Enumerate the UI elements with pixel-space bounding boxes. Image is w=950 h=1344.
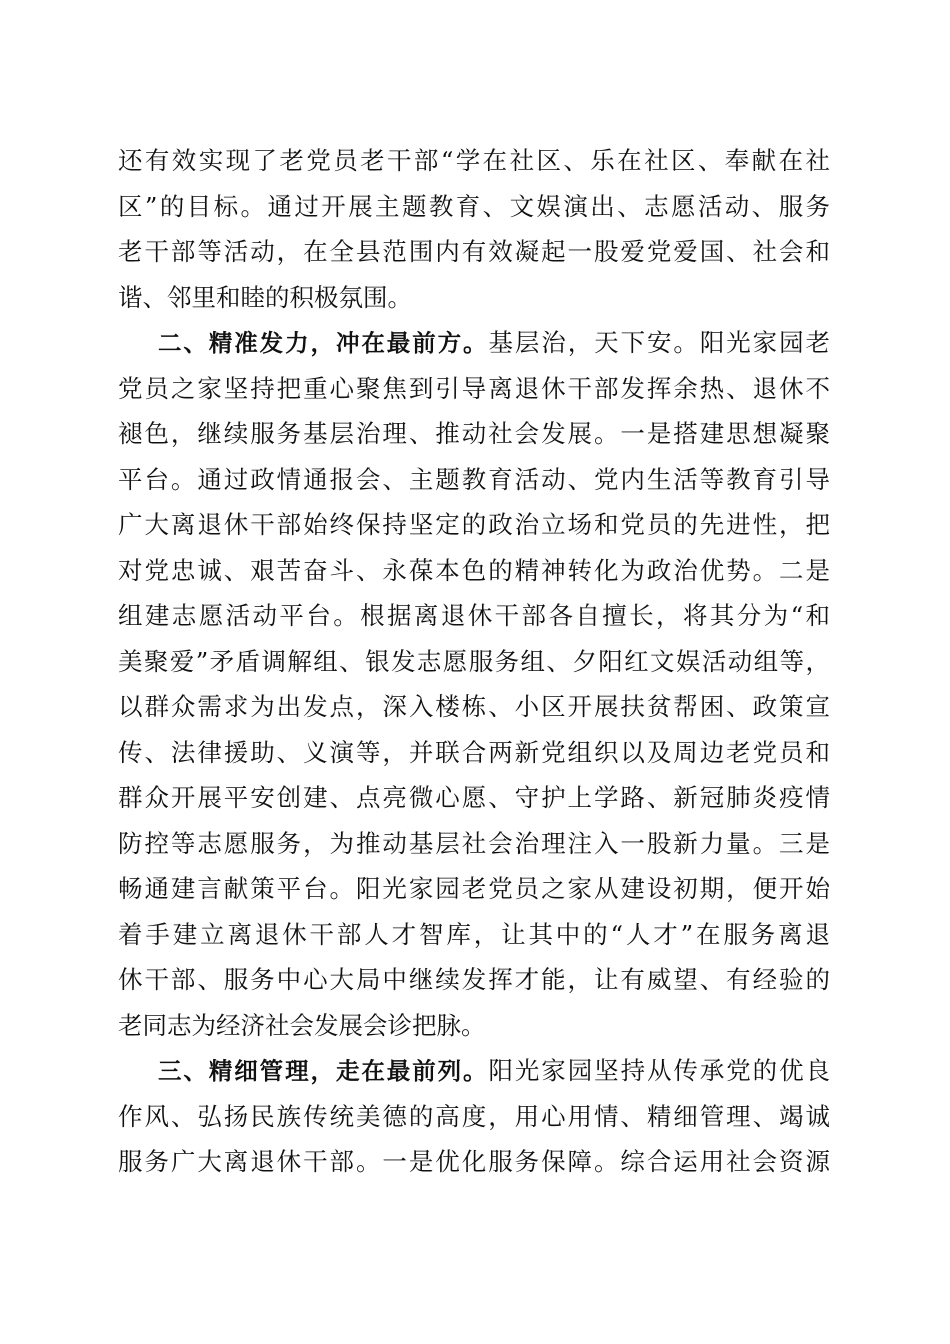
paragraph-2-first-line-text: 基层治，天下安。阳光家园老 <box>488 328 831 357</box>
paragraph-3-line: 服务广大离退休干部。一是优化服务保障。综合运用社会资源 <box>118 1147 830 1176</box>
paragraph-2-line: 群众开展平安创建、点亮微心愿、守护上学路、新冠肺炎疫情 <box>118 783 830 812</box>
paragraph-3-line: 作风、弘扬民族传统美德的高度，用心用情、精细管理、竭诚 <box>118 1101 830 1131</box>
paragraph-2-line: 着手建立离退休干部人才智库，让其中的“人才”在服务离退 <box>118 919 830 949</box>
paragraph-2-first-line <box>118 320 830 366</box>
paragraph-3-first-line-text: 阳光家园坚持从传承党的优良 <box>488 1056 831 1085</box>
paragraph-2-line: 以群众需求为出发点，深入楼栋、小区开展扶贫帮困、政策宣 <box>118 692 830 721</box>
paragraph-2-line: 平台。通过政情通报会、主题教育活动、党内生活等教育引导 <box>118 464 830 494</box>
paragraph-2-line: 传、法律援助、义演等，并联合两新党组织以及周边老党员和 <box>118 737 830 767</box>
paragraph-1-line-1: 还有效实现了老党员老干部“学在社区、乐在社区、奉献在社 <box>118 146 830 175</box>
paragraph-1-line-3: 老干部等活动，在全县范围内有效凝起一股爱党爱国、社会和 <box>118 237 830 266</box>
paragraph-2-line: 党员之家坚持把重心聚焦到引导离退休干部发挥余热、退休不 <box>118 373 830 403</box>
paragraph-1-line-2: 区”的目标。通过开展主题教育、文娱演出、志愿活动、服务 <box>118 191 830 221</box>
document-body <box>118 138 830 1185</box>
paragraph-2-line: 防控等志愿服务，为推动基层社会治理注入一股新力量。三是 <box>118 828 830 858</box>
paragraph-2-line: 美聚爱”矛盾调解组、银发志愿服务组、夕阳红文娱活动组等， <box>118 646 830 676</box>
paragraph-2-line: 老同志为经济社会发展会诊把脉。 <box>118 1010 486 1040</box>
paragraph-2-line: 休干部、服务中心大局中继续发挥才能，让有威望、有经验的 <box>118 965 830 994</box>
section-3-heading: 三、精细管理，走在最前列。 <box>158 1057 489 1085</box>
paragraph-1-line-4: 谐、邻里和睦的积极氛围。 <box>118 282 412 312</box>
paragraph-2-line: 广大离退休干部始终保持坚定的政治立场和党员的先进性，把 <box>118 510 830 539</box>
paragraph-2-line: 组建志愿活动平台。根据离退休干部各自擅长，将其分为“和 <box>118 601 830 630</box>
paragraph-2-line: 褪色，继续服务基层治理、推动社会发展。一是搭建思想凝聚 <box>118 419 830 448</box>
paragraph-2-line: 对党忠诚、艰苦奋斗、永葆本色的精神转化为政治优势。二是 <box>118 555 830 585</box>
paragraph-2-line: 畅通建言献策平台。阳光家园老党员之家从建设初期，便开始 <box>118 874 830 903</box>
section-2-heading: 二、精准发力，冲在最前方。 <box>158 329 489 357</box>
paragraph-3-first-line <box>118 1048 830 1094</box>
